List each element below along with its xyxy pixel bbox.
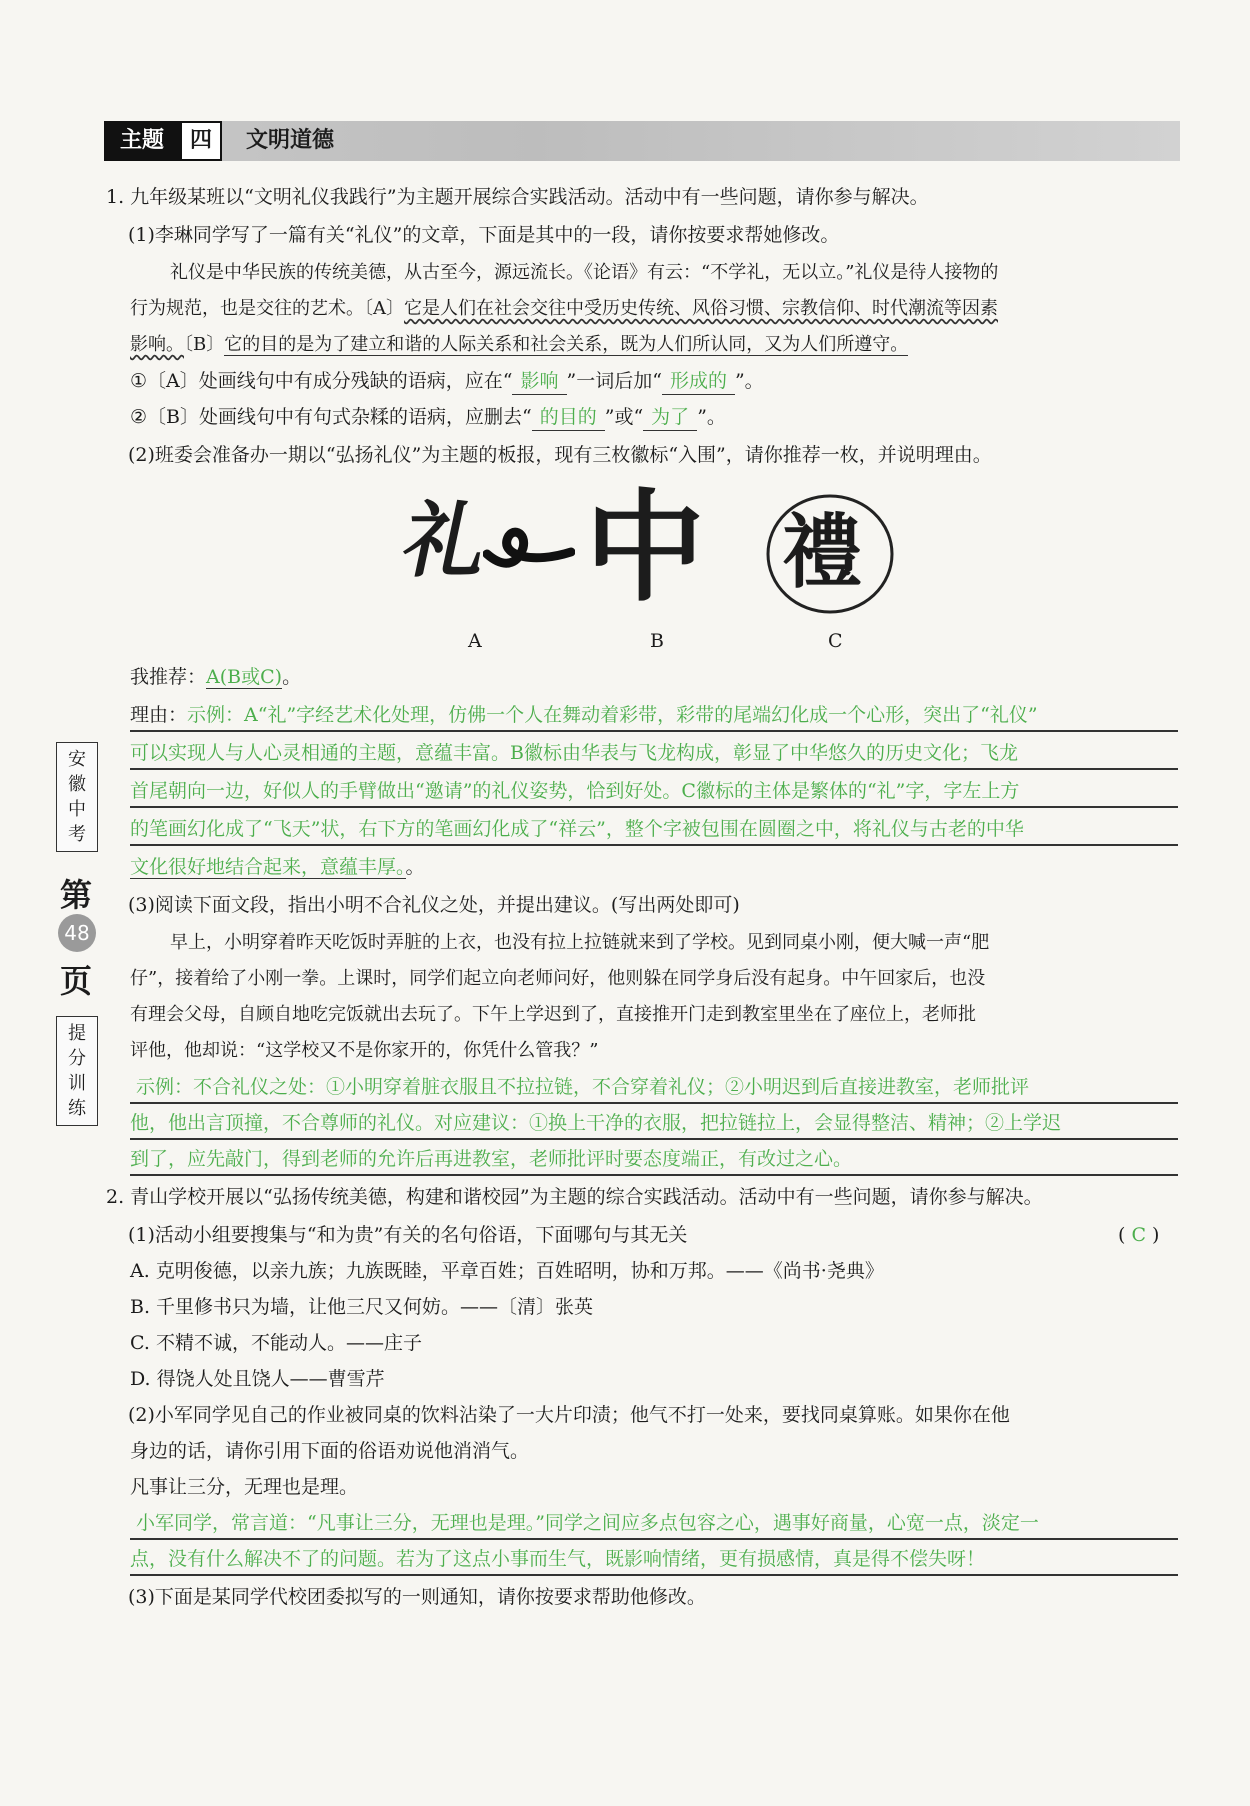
q2-part2-answer: 点，没有什么解决不了的问题。若为了这点小事而生气，既影响情绪，更有损感情，真是得不偿失呀！ — [130, 1548, 986, 1570]
heart-ribbon-icon — [483, 508, 575, 578]
answer-blank: 形成的 — [662, 368, 735, 395]
fix-text: ”或“ — [604, 406, 644, 428]
q2-part1-intro: (1)活动小组要搜集与“和为贵”有关的名句俗语，下面哪句与其无关 — [128, 1224, 688, 1246]
q2-part2-intro: 身边的话，请你引用下面的俗语劝说他消消气。 — [130, 1440, 530, 1462]
sidebar-section — [56, 1016, 98, 1126]
sidebar-section-char: 提 — [68, 1023, 86, 1044]
q1-part3-answer: 示例：不合礼仪之处：①小明穿着脏衣服且不拉拉链，不合穿着礼仪；②小明迟到后直接进教室，老师批评 — [136, 1076, 1030, 1098]
sidebar-region-char: 安 — [68, 749, 86, 770]
sidebar-region-char: 徽 — [68, 774, 86, 795]
answer-blank: 影响 — [512, 368, 566, 395]
logo-c — [760, 488, 900, 618]
sentence-a-underlined: 它是人们在社会交往中受历史传统、风俗习惯、宗教信仰、时代潮流等因素 — [404, 298, 998, 319]
q2-option: A. 克明俊德，以亲九族；九族既睦，平章百姓；百姓昭明，协和万邦。——《尚书·尧典》 — [130, 1260, 884, 1282]
q1-part3-intro: (3)阅读下面文段，指出小明不合礼仪之处，并提出建议。(写出两处即可) — [128, 894, 740, 916]
q1-part3-passage: 评他，他却说：“这学校又不是你家开的，你凭什么管我？” — [130, 1040, 599, 1061]
logo-a-glyph: 礼 — [394, 493, 498, 589]
sidebar-section-char: 分 — [68, 1048, 86, 1069]
recommend-answer: A(B或C) — [206, 666, 283, 688]
answer-underline — [130, 768, 1178, 770]
q1-part1-intro: (1)李琳同学写了一篇有关“礼仪”的文章，下面是其中的一段，请你按要求帮她修改。 — [128, 224, 840, 246]
q1-fix-1 — [130, 368, 764, 395]
logo-label-c: C — [828, 630, 843, 652]
reason-label: 理由： — [130, 704, 188, 726]
q1-part2-intro: (2)班委会准备办一期以“弘扬礼仪”为主题的板报，现有三枚徽标“入围”，请你推荐一枚，并说明理由。 — [128, 444, 992, 466]
q1-passage-line — [130, 296, 998, 322]
q1-stem: 1. 九年级某班以“文明礼仪我践行”为主题开展综合实践活动。活动中有一些问题，请你参与解决。 — [106, 186, 929, 208]
topic-badge: 主题 — [104, 121, 180, 161]
q2-option: C. 不精不诚，不能动人。——庄子 — [130, 1332, 422, 1354]
q2-proverb: 凡事让三分，无理也是理。 — [130, 1476, 359, 1498]
recommend-label: 我推荐： — [130, 666, 207, 688]
answer-underline — [130, 730, 1178, 732]
q2-part2-answer: 小军同学，常言道：“凡事让三分，无理也是理。”同学之间应多点包容之心，遇事好商量，心宽一点，淡定一 — [136, 1512, 1039, 1534]
answer-underline — [130, 806, 1178, 808]
logo-a — [394, 488, 575, 598]
q1-recommend — [130, 664, 301, 690]
logo-label-b: B — [650, 630, 664, 652]
answer-underline — [130, 1174, 1178, 1176]
reason-text: 示例：A“礼”字经艺术化处理，仿佛一个人在舞动着彩带，彩带的尾端幻化成一个心形，突出了“礼仪” — [187, 704, 1038, 726]
answer-blank: 的目的 — [532, 404, 605, 431]
page-suffix: 页 — [59, 962, 92, 1000]
q1-part3-answer: 到了，应先敲门，得到老师的允许后再进教室，老师批评时要态度端正，有改过之心。 — [130, 1148, 853, 1170]
q2-option: D. 得饶人处且饶人——曹雪芹 — [130, 1368, 385, 1390]
q2-part3-intro: (3)下面是某同学代校团委拟写的一则通知，请你按要求帮助他修改。 — [128, 1586, 706, 1608]
q1-fix-2 — [130, 404, 726, 431]
q1-reason-line: 首尾朝向一边，好似人的手臂做出“邀请”的礼仪姿势，恰到好处。C徽标的主体是繁体的“礼”字，字左上方 — [130, 780, 1020, 802]
q1-reason-line — [130, 854, 425, 880]
answer-underline — [130, 1574, 1178, 1576]
logo-b-glyph: 中 — [585, 477, 705, 618]
q2-stem: 2. 青山学校开展以“弘扬传统美德，构建和谐校园”为主题的综合实践活动。活动中有一些问题，请你参与解决。 — [106, 1186, 1043, 1208]
logo-b — [575, 478, 735, 618]
sidebar-region-char: 中 — [68, 799, 86, 820]
page-number: 48 — [58, 914, 96, 952]
q1-part3-passage: 仔”，接着给了小刚一拳。上课时，同学们起立向老师问好，他则躲在同学身后没有起身。中午回家后，也没 — [130, 968, 986, 989]
fix-text: ”。 — [734, 370, 764, 392]
sidebar-section-char: 训 — [68, 1073, 86, 1094]
q2-part1-answer: C — [1131, 1224, 1146, 1246]
answer-underline — [130, 1138, 1178, 1140]
page-prefix: 第 — [59, 876, 92, 914]
sentence-a-underlined: 影响。 — [130, 334, 184, 355]
q2-part2-intro: (2)小军同学见自己的作业被同桌的饮料沾染了一大片印渍；他气不打一处来，要找同桌算账。如果你在他 — [128, 1404, 1010, 1426]
answer-underline — [130, 844, 1178, 846]
q1-part3-answer: 他，他出言顶撞，不合尊师的礼仪。对应建议：①换上干净的衣服，把拉链拉上，会显得整洁、精神；②上学迟 — [130, 1112, 1062, 1134]
q2-option: B. 千里修书只为墙，让他三尺又何妨。——〔清〕张英 — [130, 1296, 594, 1318]
q1-reason-line: 可以实现人与人心灵相通的主题，意蕴丰富。B徽标由华表与飞龙构成，彰显了中华悠久的历史文化；飞龙 — [130, 742, 1018, 764]
sentence-b-underlined: 它的目的是为了建立和谐的人际关系和社会关系，既为人们所认同，又为人们所遵守。 — [224, 334, 909, 355]
fix-text: ”一词后加“ — [566, 370, 662, 392]
answer-underline — [130, 1102, 1178, 1104]
q1-part3-passage: 早上，小明穿着昨天吃饭时弄脏的上衣，也没有拉上拉链就来到了学校。见到同桌小刚，便大喊一声“肥 — [170, 932, 990, 953]
reason-end: 。 — [405, 856, 425, 878]
reason-text: 文化很好地结合起来，意蕴丰厚。 — [130, 856, 406, 878]
recommend-end: 。 — [282, 666, 302, 688]
q1-passage-line: 礼仪是中华民族的传统美德，从古至今，源远流长。《论语》有云：“不学礼，无以立。”礼仪是待人接物的 — [170, 262, 999, 283]
q2-part1-answer-bracket: ( C ) — [1118, 1224, 1160, 1246]
logo-label-a: A — [468, 630, 482, 652]
answer-underline — [130, 1538, 1178, 1540]
sidebar-region-char: 考 — [68, 824, 86, 845]
q1-passage-line — [130, 332, 908, 358]
passage-text: 行为规范，也是交往的艺术。〔A〕 — [130, 298, 404, 319]
q1-reason-line: 的笔画幻化成了“飞天”状，右下方的笔画幻化成了“祥云”，整个字被包围在圆圈之中，将礼仪与古老的中华 — [130, 818, 1024, 840]
logo-c-glyph: 禮 — [782, 505, 862, 599]
topic-title: 文明道德 — [246, 128, 335, 153]
topic-number: 四 — [180, 121, 222, 161]
fix-text: ”。 — [697, 406, 726, 428]
fix-text: ①〔A〕处画线句中有成分残缺的语病，应在“ — [130, 370, 513, 392]
sidebar-region — [56, 742, 98, 852]
q1-part3-passage: 有理会父母，自顾自地吃完饭就出去玩了。下午上学迟到了，直接推开门走到教室里坐在了座位上，老师批 — [130, 1004, 976, 1025]
answer-blank: 为了 — [643, 404, 697, 431]
sidebar-section-char: 练 — [68, 1098, 86, 1119]
q1-reason-line — [130, 702, 1038, 728]
fix-text: ②〔B〕处画线句中有句式杂糅的语病，应删去“ — [130, 406, 532, 428]
passage-text: 〔B〕 — [184, 334, 225, 355]
